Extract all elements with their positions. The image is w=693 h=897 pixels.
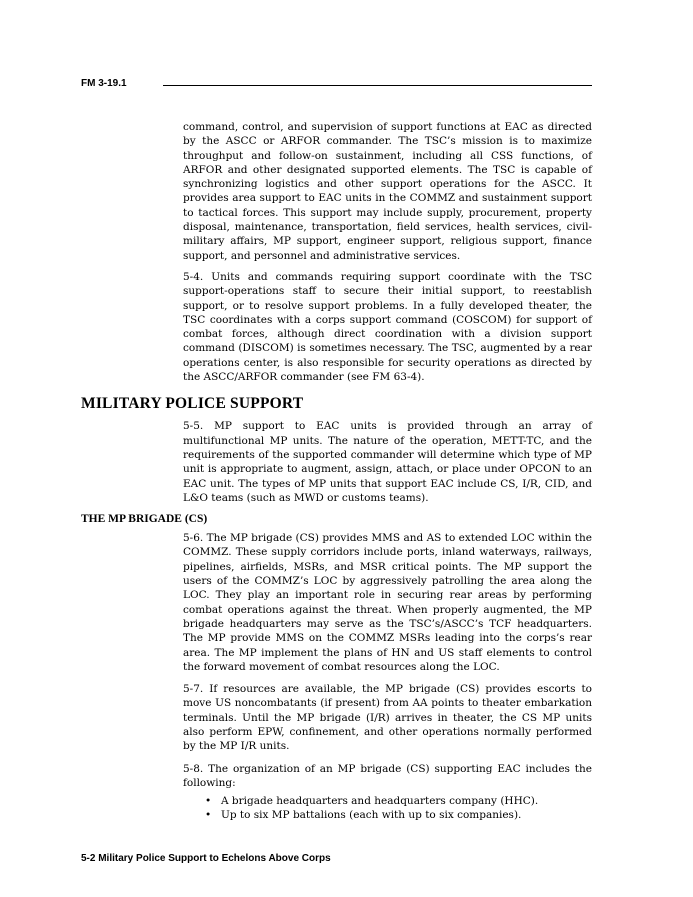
list-item	[205, 794, 592, 808]
paragraph-continued: command, control, and supervision of support functions at EAC as directed by the ASCC or ARFOR commander. The TSC’s mission is to maximize throughput and follow-on sustainment, including all CSS functions, of ARFOR and other designated supported elements. The TSC is capable of synchronizing logistics and other support operations for the ASCC. It provides area support to EAC units in the COMMZ and sustainment support to tactical forces. This support may include supply, procurement, property disposal, maintenance, transportation, field services, health services, civil-military affairs, MP support, engineer support, religious support, finance support, and personnel and administrative services.	[183, 121, 592, 262]
page-body	[81, 120, 592, 823]
bullet-list	[205, 794, 592, 823]
section-heading: MILITARY POLICE SUPPORT	[81, 395, 304, 413]
page-header	[81, 76, 592, 96]
paragraph-5-5: 5-5. MP support to EAC units is provided through an array of multifunctional MP units. The nature of the operation, METT-TC, and the requirements of the supported commander will determine which type of MP unit is appropriate to augment, assign, attach, or place under OPCON to an EAC unit. The types of MP units that support EAC include CS, I/R, CID, and L&O teams (such as MWD or customs teams).	[183, 420, 592, 504]
subsection-heading: THE MP BRIGADE (CS)	[81, 513, 208, 526]
paragraph-5-7: 5-7. If resources are available, the MP brigade (CS) provides escorts to move US noncombatants (if present) from AA points to theater embarkation terminals. Until the MP brigade (I/R) arrives in theater, the CS MP units also perform EPW, confinement, and other operations normally performed by the MP I/R units.	[183, 683, 592, 753]
page-footer: 5-2 Military Police Support to Echelons Above Corps	[81, 853, 331, 864]
header-rule	[163, 85, 592, 86]
bullet-icon: •	[205, 809, 212, 822]
list-item-text: A brigade headquarters and headquarters company (HHC).	[221, 795, 539, 808]
list-item-text: Up to six MP battalions (each with up to six companies).	[221, 809, 522, 822]
paragraph-5-4: 5-4. Units and commands requiring support coordinate with the TSC support-operations staff to secure their initial support, to reestablish support, or to resolve support problems. In a fully developed theater, the TSC coordinates with a corps support command (COSCOM) for support of combat forces, although direct coordination with a division support command (DISCOM) is sometimes necessary. The TSC, augmented by a rear operations center, is also responsible for security operations as directed by the ASCC/ARFOR commander (see FM 63-4).	[183, 270, 592, 384]
doc-code: FM 3-19.1	[81, 78, 127, 89]
paragraph-5-6: 5-6. The MP brigade (CS) provides MMS and AS to extended LOC within the COMMZ. These supply corridors include ports, inland waterways, railways, pipelines, airfields, MSRs, and MSR critical points. The MP support the users of the COMMZ’s LOC by aggressively patrolling the area along the LOC. They play an important role in securing rear areas by performing combat operations against the threat. When properly augmented, the MP brigade headquarters may serve as the TSC’s/ASCC’s TCF headquarters. The MP provide MMS on the COMMZ MSRs leading into the corps’s rear area. The MP implement the plans of HN and US staff elements to control the forward movement of combat resources along the LOC.	[183, 532, 592, 673]
paragraph-5-8: 5-8. The organization of an MP brigade (CS) supporting EAC includes the following:	[183, 762, 592, 789]
list-item	[205, 808, 592, 822]
bullet-icon: •	[205, 795, 212, 808]
